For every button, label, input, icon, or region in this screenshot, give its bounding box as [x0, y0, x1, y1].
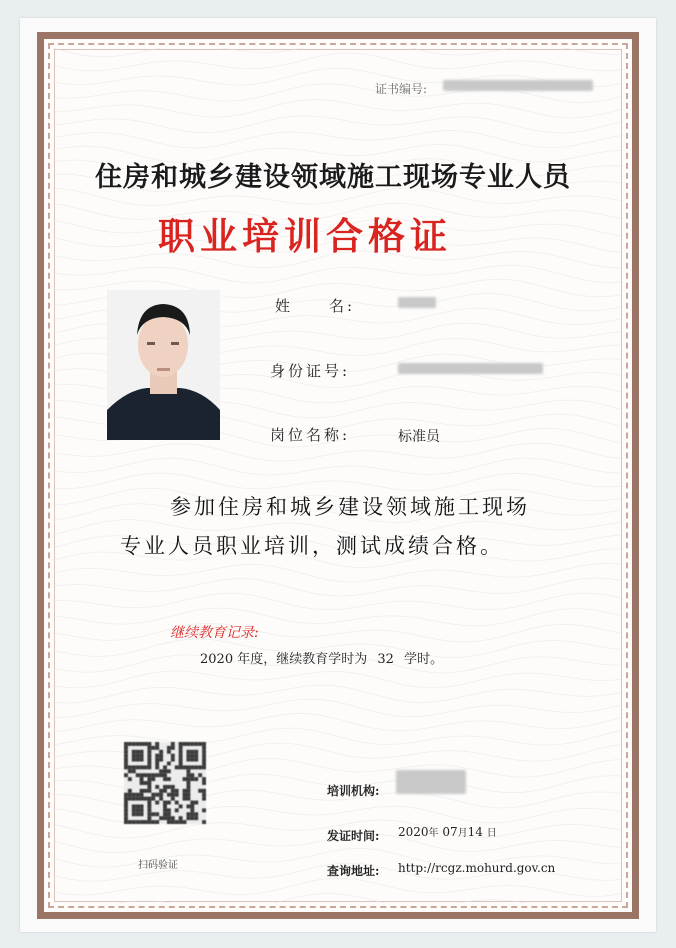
id-number-label: 身份证号: — [270, 362, 351, 380]
statement-line-1: 参加住房和城乡建设领域施工现场 — [170, 495, 530, 519]
issue-day: 14 — [467, 825, 483, 839]
edu-year: 2020 — [200, 652, 234, 667]
name-redacted — [398, 297, 436, 308]
holder-photo — [107, 290, 220, 440]
name-label: 姓 名: — [275, 297, 356, 315]
certificate-title: 住房和城乡建设领域施工现场专业人员 — [95, 162, 571, 193]
edu-text-end: 学时。 — [404, 652, 444, 667]
issue-year-unit: 年 — [428, 828, 439, 839]
position-label: 岗位名称: — [270, 426, 351, 444]
training-org-label: 培训机构: — [327, 784, 380, 798]
issue-month: 07 — [442, 825, 458, 839]
person-photo-icon — [107, 290, 220, 440]
id-number-redacted — [398, 363, 543, 374]
issue-year: 2020 — [398, 825, 429, 839]
qr-caption: 扫码验证 — [138, 860, 178, 871]
edu-hours: 32 — [377, 652, 394, 667]
edu-text: 年度，继续教育学时为 — [237, 652, 368, 667]
training-org-redacted — [396, 770, 466, 794]
certificate-subtitle: 职业培训合格证 — [158, 214, 452, 258]
statement-line-2: 专业人员职业培训，测试成绩合格。 — [120, 534, 504, 558]
issue-month-unit: 月 — [457, 828, 468, 839]
query-address-label: 查询地址: — [327, 864, 380, 878]
qr-code-icon[interactable] — [124, 742, 206, 824]
cert-number-redacted — [443, 80, 593, 91]
continuing-education-label: 继续教育记录: — [170, 625, 259, 641]
continuing-education-record — [200, 648, 443, 667]
issue-day-unit: 日 — [486, 828, 497, 839]
issue-date-value — [398, 824, 497, 839]
position-value: 标准员 — [398, 429, 440, 445]
query-url[interactable]: http://rcgz.mohurd.gov.cn — [398, 861, 556, 875]
cert-number-label: 证书编号: — [375, 82, 428, 96]
issue-date-label: 发证时间: — [327, 829, 380, 843]
